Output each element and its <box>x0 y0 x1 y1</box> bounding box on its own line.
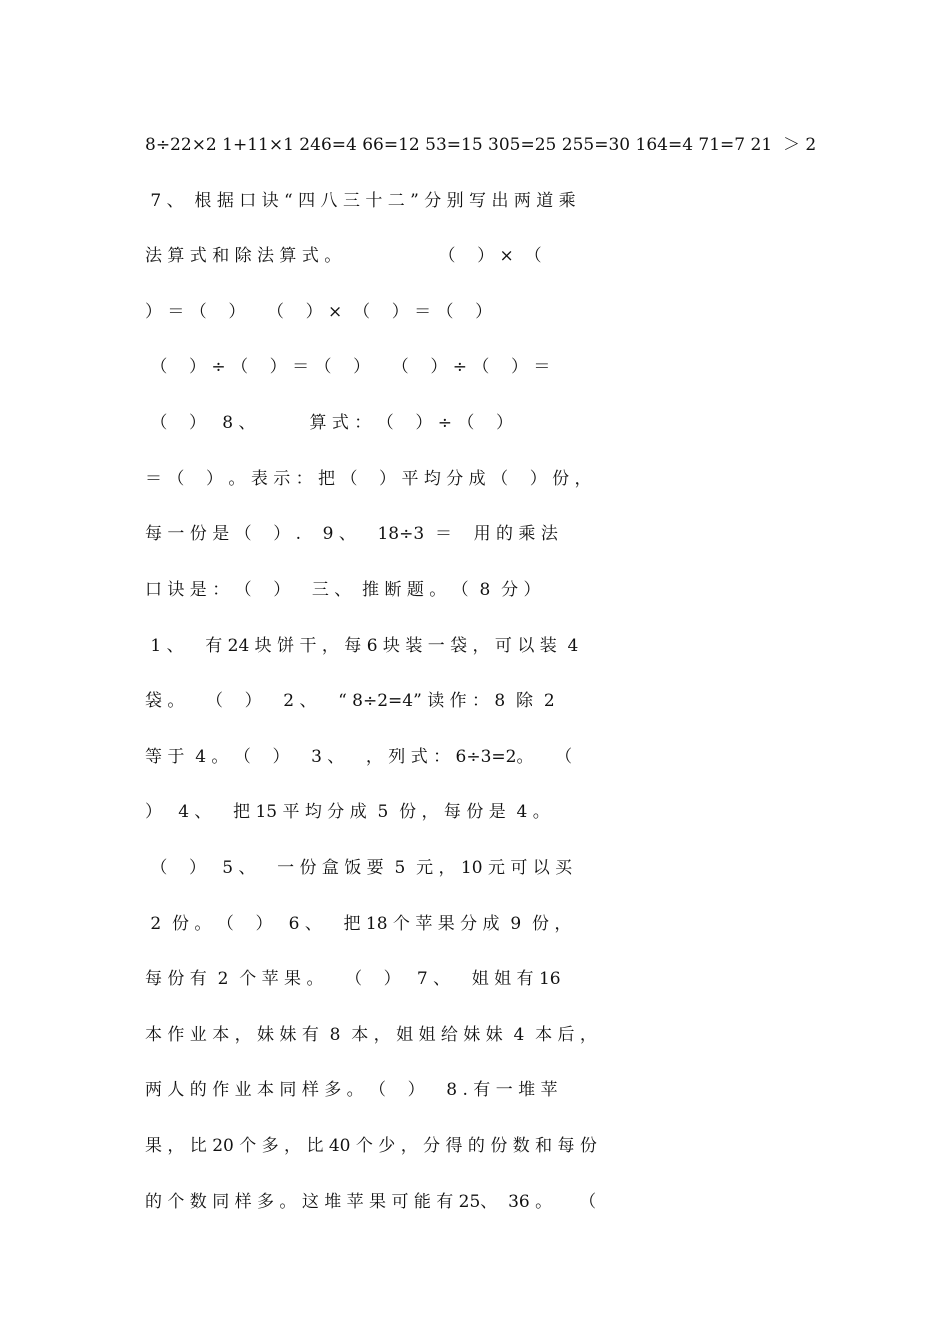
text-line-2: 7 、 根 据 口 诀 “ 四 八 三 十 二 ” 分 别 写 出 两 道 乘 <box>145 191 576 211</box>
text-line-14: （ ） 5 、 一 份 盒 饭 要 5 元 ， 10 元 可 以 买 <box>145 858 573 878</box>
text-line-13: ） 4 、 把 15 平 均 分 成 5 份 ， 每 份 是 4 。 <box>145 802 550 822</box>
text-line-19: 果 ， 比 20 个 多 ， 比 40 个 少 ， 分 得 的 份 数 和 每 份 <box>145 1136 597 1156</box>
text-line-20: 的 个 数 同 样 多 。 这 堆 苹 果 可 能 有 25、 36 。 （ <box>145 1192 597 1212</box>
text-line-1: 8÷22×2 1+11×1 246=4 66=12 53=15 305=25 255=30 164=4 71=7 21 ＞ 2 <box>145 135 817 155</box>
text-line-3: 法 算 式 和 除 法 算 式 。 （ ） × （ <box>145 246 542 266</box>
text-line-16: 每 份 有 2 个 苹 果 。 （ ） 7 、 姐 姐 有 16 <box>145 969 561 989</box>
text-line-10: 1 、 有 24 块 饼 干 ， 每 6 块 装 一 袋 ， 可 以 装 4 <box>145 636 579 656</box>
text-line-8: 每 一 份 是 （ ） . 9 、 18÷3 ＝ 用 的 乘 法 <box>145 524 558 544</box>
text-line-12: 等 于 4 。 （ ） 3 、 ， 列 式 ： 6÷3=2。 （ <box>145 747 573 767</box>
text-line-17: 本 作 业 本 ， 妹 妹 有 8 本 ， 姐 姐 给 妹 妹 4 本 后 ， <box>145 1025 597 1045</box>
text-line-7: ＝ （ ） 。 表 示 ： 把 （ ） 平 均 分 成 （ ） 份 ， <box>145 469 592 489</box>
text-line-4: ） ＝ （ ） （ ） × （ ） ＝ （ ） <box>145 302 493 322</box>
text-line-18: 两 人 的 作 业 本 同 样 多 。 （ ） 8 . 有 一 堆 苹 <box>145 1080 558 1100</box>
text-line-11: 袋 。 （ ） 2 、 “ 8÷2=4” 读 作 ： 8 除 2 <box>145 691 555 711</box>
text-line-6: （ ） 8 、 算 式 ： （ ） ÷ （ ） <box>145 413 513 433</box>
text-line-9: 口 诀 是 ： （ ） 三 、 推 断 题 。 （ 8 分 ） <box>145 580 541 600</box>
text-line-5: （ ） ÷ （ ） ＝ （ ） （ ） ÷ （ ） ＝ <box>145 357 551 377</box>
text-line-15: 2 份 。 （ ） 6 、 把 18 个 苹 果 分 成 9 份 ， <box>145 914 572 934</box>
